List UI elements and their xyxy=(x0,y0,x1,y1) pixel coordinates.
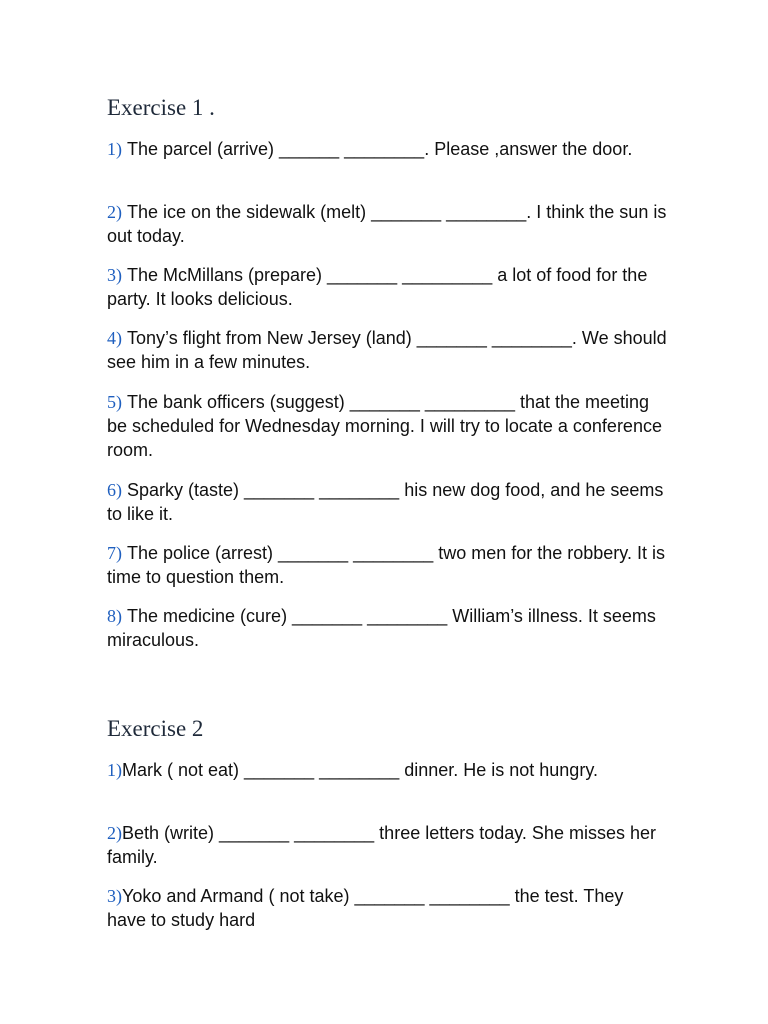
exercise-1-item xyxy=(107,478,667,526)
exercise-1-item xyxy=(107,604,667,652)
item-text: Beth (write) _______ ________ three letters today. She misses her family. xyxy=(107,823,656,867)
item-text: Tony’s flight from New Jersey (land) _______ ________. We should see him in a few minutes. xyxy=(107,328,667,372)
item-text: The ice on the sidewalk (melt) _______ ________. I think the sun is out today. xyxy=(107,202,667,246)
item-text: Yoko and Armand ( not take) _______ ________ the test. They have to study hard xyxy=(107,886,624,930)
item-number: 3) xyxy=(107,886,122,906)
exercise-1-title: Exercise 1 . xyxy=(107,95,215,120)
item-text: The medicine (cure) _______ ________ William’s illness. It seems miraculous. xyxy=(107,606,656,650)
exercise-1-item xyxy=(107,390,667,462)
item-number: 2) xyxy=(107,202,122,222)
exercise-1-item xyxy=(107,263,667,311)
item-text: The bank officers (suggest) _______ _________ that the meeting be scheduled for Wednesday morning. I will try to locate a conference room. xyxy=(107,392,662,460)
exercise-1-item xyxy=(107,200,667,248)
exercise-1-item xyxy=(107,137,667,161)
item-number: 3) xyxy=(107,265,122,285)
item-number: 1) xyxy=(107,139,122,159)
exercise-2-item xyxy=(107,758,667,782)
item-text: Mark ( not eat) _______ ________ dinner. He is not hungry. xyxy=(122,760,598,780)
item-number: 1) xyxy=(107,760,122,780)
item-number: 2) xyxy=(107,823,122,843)
item-number: 4) xyxy=(107,328,122,348)
exercise-1-item xyxy=(107,326,667,374)
item-number: 8) xyxy=(107,606,122,626)
exercise-2-item xyxy=(107,884,667,932)
item-text: The McMillans (prepare) _______ _________ a lot of food for the party. It looks delicious. xyxy=(107,265,648,309)
item-number: 6) xyxy=(107,480,122,500)
exercise-2-title: Exercise 2 xyxy=(107,716,204,741)
exercise-2-item xyxy=(107,821,667,869)
item-text: The parcel (arrive) ______ ________. Please ,answer the door. xyxy=(127,139,633,159)
item-text: The police (arrest) _______ ________ two men for the robbery. It is time to question them. xyxy=(107,543,665,587)
item-number: 7) xyxy=(107,543,122,563)
exercise-1-item xyxy=(107,541,667,589)
item-text: Sparky (taste) _______ ________ his new dog food, and he seems to like it. xyxy=(107,480,664,524)
item-number: 5) xyxy=(107,392,122,412)
